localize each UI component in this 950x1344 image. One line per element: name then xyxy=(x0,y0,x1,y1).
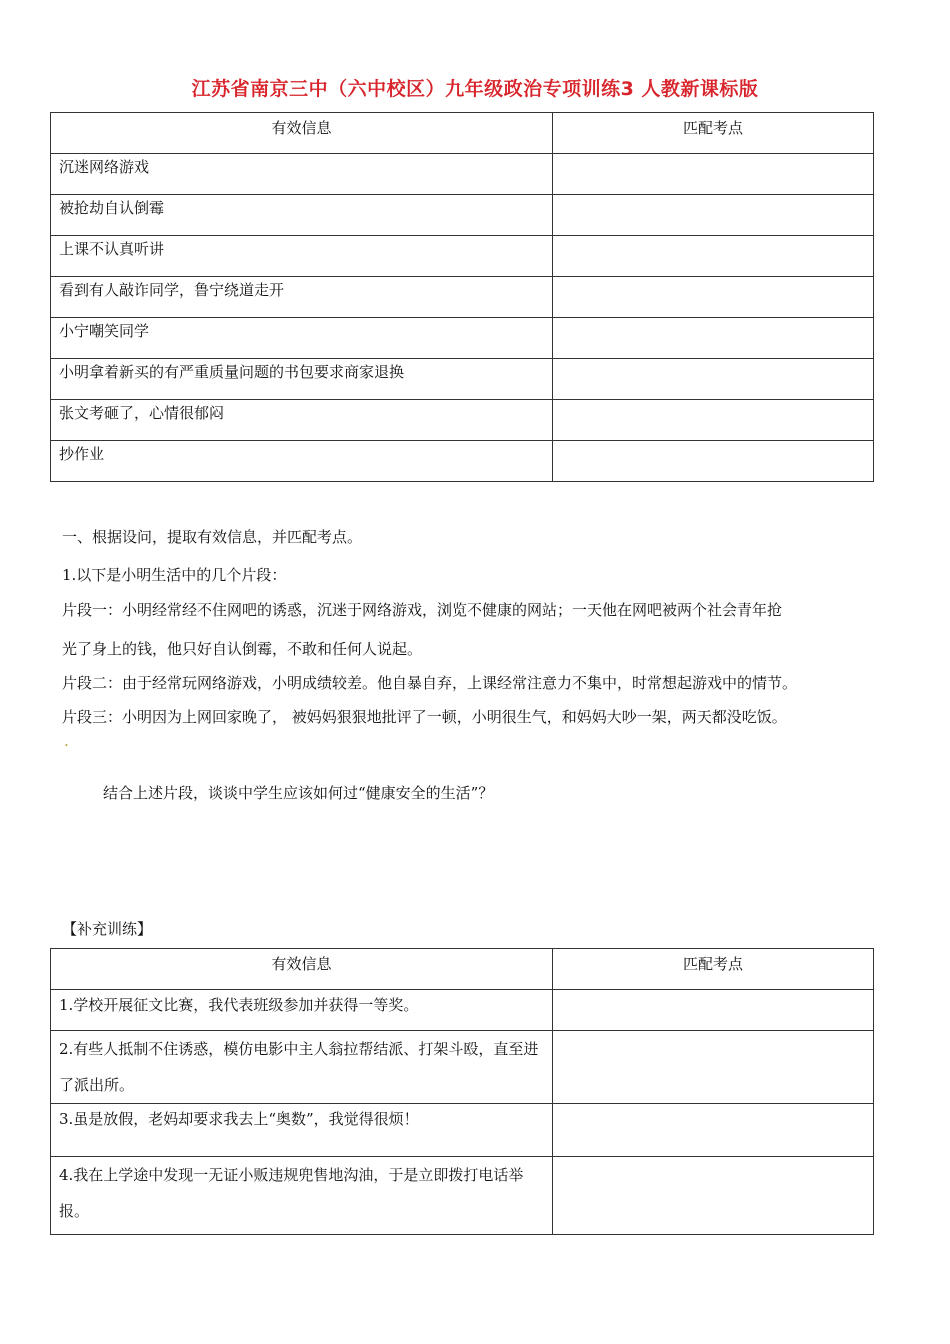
info-cell: 小宁嘲笑同学 xyxy=(51,318,553,359)
match-cell[interactable] xyxy=(553,236,874,277)
section-heading: 一、根据设问，提取有效信息，并匹配考点。 xyxy=(62,528,363,546)
match-cell[interactable] xyxy=(553,154,874,195)
match-cell[interactable] xyxy=(553,195,874,236)
supplement-table xyxy=(50,948,874,1235)
match-cell[interactable] xyxy=(553,318,874,359)
table-row xyxy=(51,195,874,236)
match-cell[interactable] xyxy=(553,1031,874,1104)
table-row xyxy=(51,318,874,359)
table-row xyxy=(51,400,874,441)
discussion-question: 结合上述片段，谈谈中学生应该如何过“健康安全的生活”？ xyxy=(103,784,494,802)
info-cell: 3.虽是放假，老妈却要求我去上“奥数”，我觉得很烦！ xyxy=(51,1104,553,1157)
table-row xyxy=(51,154,874,195)
page-title: 江苏省南京三中（六中校区）九年级政治专项训练3 人教新课标版 xyxy=(191,78,759,100)
match-cell[interactable] xyxy=(553,441,874,482)
table-header-info: 有效信息 xyxy=(51,949,553,990)
question-intro: 1.以下是小明生活中的几个片段： xyxy=(62,566,287,584)
info-cell: 2.有些人抵制不住诱惑，模仿电影中主人翁拉帮结派、打架斗殴，直至进了派出所。 xyxy=(51,1031,553,1104)
table-row xyxy=(51,277,874,318)
table-row xyxy=(51,1104,874,1157)
fragment-2: 片段二：由于经常玩网络游戏，小明成绩较差。他自暴自弃，上课经常注意力不集中，时常想起游戏中的情节。 xyxy=(62,674,798,692)
match-cell[interactable] xyxy=(553,1157,874,1235)
info-cell: 张文考砸了，心情很郁闷 xyxy=(51,400,553,441)
table-header-info: 有效信息 xyxy=(51,113,553,154)
table-row xyxy=(51,1157,874,1235)
match-cell[interactable] xyxy=(553,990,874,1031)
fragment-1-line-1: 片段一：小明经常经不住网吧的诱惑，沉迷于网络游戏，浏览不健康的网站；一天他在网吧被两个社会青年抢 xyxy=(62,601,783,619)
info-cell: 1.学校开展征文比赛，我代表班级参加并获得一等奖。 xyxy=(51,990,553,1031)
info-table xyxy=(50,112,874,482)
info-cell: 沉迷网络游戏 xyxy=(51,154,553,195)
info-cell: 小明拿着新买的有严重质量问题的书包要求商家退换 xyxy=(51,359,553,400)
match-cell[interactable] xyxy=(553,400,874,441)
stray-mark: . xyxy=(64,732,69,750)
table-row xyxy=(51,441,874,482)
table-row xyxy=(51,990,874,1031)
table-header-match: 匹配考点 xyxy=(553,949,874,990)
match-cell[interactable] xyxy=(553,359,874,400)
info-cell: 被抢劫自认倒霉 xyxy=(51,195,553,236)
info-cell: 抄作业 xyxy=(51,441,553,482)
info-cell: 看到有人敲诈同学，鲁宁绕道走开 xyxy=(51,277,553,318)
info-cell: 4.我在上学途中发现一无证小贩违规兜售地沟油，于是立即拨打电话举报。 xyxy=(51,1157,553,1235)
info-cell: 上课不认真听讲 xyxy=(51,236,553,277)
table-row xyxy=(51,359,874,400)
match-cell[interactable] xyxy=(553,1104,874,1157)
table-row xyxy=(51,1031,874,1104)
supplement-label: 【补充训练】 xyxy=(62,920,153,938)
fragment-3: 片段三：小明因为上网回家晚了， 被妈妈狠狠地批评了一顿，小明很生气，和妈妈大吵一架，两天都没吃饭。 xyxy=(62,708,787,726)
fragment-1-line-2: 光了身上的钱，他只好自认倒霉，不敢和任何人说起。 xyxy=(62,640,423,658)
table-header-match: 匹配考点 xyxy=(553,113,874,154)
table-row xyxy=(51,236,874,277)
match-cell[interactable] xyxy=(553,277,874,318)
